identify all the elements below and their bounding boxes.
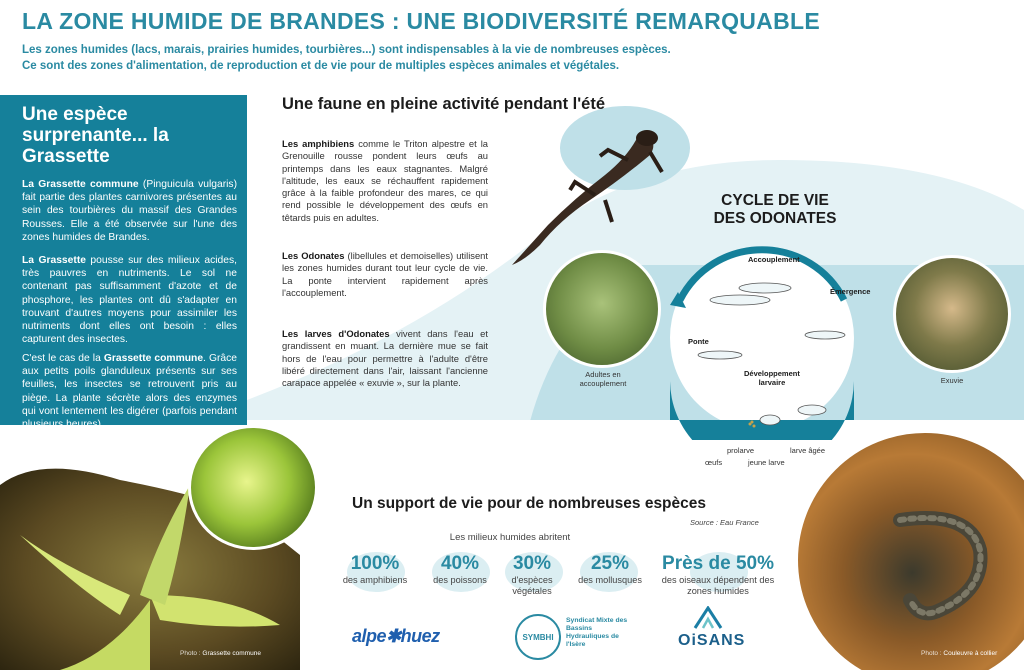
grassette-credit-name: Grassette commune — [202, 650, 261, 657]
faune-p1-bold: Les amphibiens — [282, 138, 355, 149]
stat-value: 40% — [440, 553, 480, 574]
page-title: LA ZONE HUMIDE DE BRANDES : UNE BIODIVERSITÉ REMARQUABLE — [22, 8, 820, 34]
adultes-label-line-2: accouplement — [579, 379, 627, 388]
sidebar-p3-text-b: . Grâce aux petits poils glanduleux présents sur ses feuilles, les insectes se retrouvent pris au piège. La plante sécrète alors des enzymes qui vont lentement les digérer (parfois pendant plusieurs heures). — [22, 353, 237, 431]
stat-value: 25% — [590, 553, 630, 574]
stat-vegetales — [500, 553, 564, 597]
sidebar-p2-bold: La Grassette — [22, 255, 86, 266]
label-emergence: Émergence — [830, 287, 871, 296]
oisans-logo-text: OiSANS — [678, 632, 746, 649]
intro-line-1: Les zones humides (lacs, marais, prairies humides, tourbières...) sont indispensables à la vie de nombreuses espèces. — [22, 44, 671, 56]
stat-oiseaux — [660, 553, 776, 597]
stat-desc: des oiseaux dépendent des zones humides — [661, 575, 775, 596]
symbhi-description: Syndicat Mixte des Bassins Hydrauliques de l'Isère — [566, 617, 628, 648]
exuvie-photo — [893, 255, 1011, 373]
stat-value: Près de 50% — [662, 553, 774, 574]
faune-p3-bold: Les larves d'Odonates — [282, 328, 390, 339]
faune-p2-text: (libellules et demoiselles) utilisent les zones humides durant tout leur cycle de vie. La ponte intervient rapidement après l'accouplement. — [282, 250, 488, 298]
support-source: Source : Eau France — [690, 518, 759, 527]
label-ponte: Ponte — [688, 337, 709, 346]
sidebar-p2-text: pousse sur des milieux acides, très pauvres en nutriments. Le sol ne contenant pas suffisamment d'azote et de phosphore, les plantes ont dû s'adapter en trouvant d'autres moyens pour assimiler les nutriments dont elles ont besoin : elles capturent des insectes. — [22, 255, 237, 346]
cycle-title-line-2: DES ODONATES — [713, 210, 837, 227]
stat-desc: des mollusques — [578, 575, 642, 585]
label-dev-line-2: larvaire — [758, 378, 786, 387]
grassette-photo-credit — [180, 650, 261, 657]
sidebar-p1-bold: La Grassette commune — [22, 179, 139, 190]
stat-desc: des amphibiens — [342, 575, 408, 585]
support-title: Un support de vie pour de nombreuses espèces — [352, 495, 707, 512]
adultes-label-line-1: Adultes en — [585, 370, 621, 379]
stat-desc: d'espèces végétales — [511, 575, 553, 596]
couleuvre-credit-name: Couleuvre à collier — [943, 650, 998, 657]
couleuvre-credit-prefix: Photo : — [921, 650, 944, 657]
couleuvre-photo-credit — [921, 650, 997, 657]
stat-value: 30% — [512, 553, 552, 574]
support-intro: Les milieux humides abritent — [449, 532, 571, 543]
stat-mollusques — [568, 553, 652, 586]
stat-amphibiens — [335, 553, 415, 586]
cycle-title — [690, 192, 860, 228]
grassette-credit-prefix: Photo : — [180, 650, 203, 657]
sidebar-title: Une espèce surprenante... la Grassette — [22, 104, 169, 167]
stat-desc: des poissons — [433, 575, 487, 585]
sidebar-paragraph-3 — [22, 352, 237, 431]
label-prolarve: prolarve — [727, 446, 755, 455]
sidebar-p3-bold: Grassette commune — [103, 353, 204, 364]
faune-p1-text: comme le Triton alpestre et la Grenouille rousse pondent leurs œufs au printemps dans les eaux stagnantes. Malgré l'altitude, les eaux se réchauffent rapidement grâce à la faible profondeur des mares, ce qui rend possible le développement des œufs en têtards puis en adultes. — [282, 138, 488, 223]
symbhi-logo-text: SYMBHI — [522, 632, 554, 642]
adultes-photo-label — [563, 370, 643, 388]
symbhi-logo — [515, 614, 561, 660]
label-developpement — [744, 369, 800, 387]
grassette-closeup-photo — [188, 425, 318, 550]
faune-p3-text: vivent dans l'eau et grandissent en muant. La dernière mue se fait hors de l'eau pour permettre à l'adulte d'être libéré directement dans l'air, laissant l'ancienne carapace appelée « exuvie », sur la plante. — [282, 328, 488, 389]
label-dev-line-1: Développement — [744, 369, 800, 378]
sidebar-p1-text: (Pinguicula vulgaris) fait partie des plantes carnivores présentes au sein des tourbières du massif des Grandes Rousses. Elle a été observée sur l'une des zones humides de Brandes. — [22, 179, 237, 243]
stat-poissons — [420, 553, 500, 586]
adultes-accouplement-photo — [543, 250, 661, 368]
couleuvre-snake — [880, 500, 1000, 630]
label-jeune-larve: jeune larve — [748, 458, 785, 467]
intro-line-2: Ce sont des zones d'alimentation, de reproduction et de vie pour de multiples espèces animales et végétales. — [22, 60, 620, 72]
label-oeufs: œufs — [705, 458, 723, 467]
faune-title: Une faune en pleine activité pendant l'été — [282, 95, 605, 113]
faune-paragraph-odonates — [282, 250, 488, 299]
oisans-mountain-icon — [693, 606, 723, 630]
faune-p2-bold: Les Odonates — [282, 250, 345, 261]
exuvie-photo-label: Exuvie — [940, 376, 964, 385]
cycle-title-line-1: CYCLE DE VIE — [721, 192, 829, 209]
sidebar-paragraph-2 — [22, 254, 237, 346]
label-larve-agee: larve âgée — [790, 446, 826, 455]
alpe-huez-logo: alpe✱huez — [352, 626, 440, 646]
stat-value: 100% — [350, 553, 400, 574]
faune-paragraph-amphibiens — [282, 138, 488, 224]
sidebar-p3-text-a: C'est le cas de la — [22, 353, 104, 364]
label-accouplement: Accouplement — [748, 255, 800, 264]
sidebar-paragraph-1 — [22, 178, 237, 244]
faune-paragraph-larves — [282, 328, 488, 389]
